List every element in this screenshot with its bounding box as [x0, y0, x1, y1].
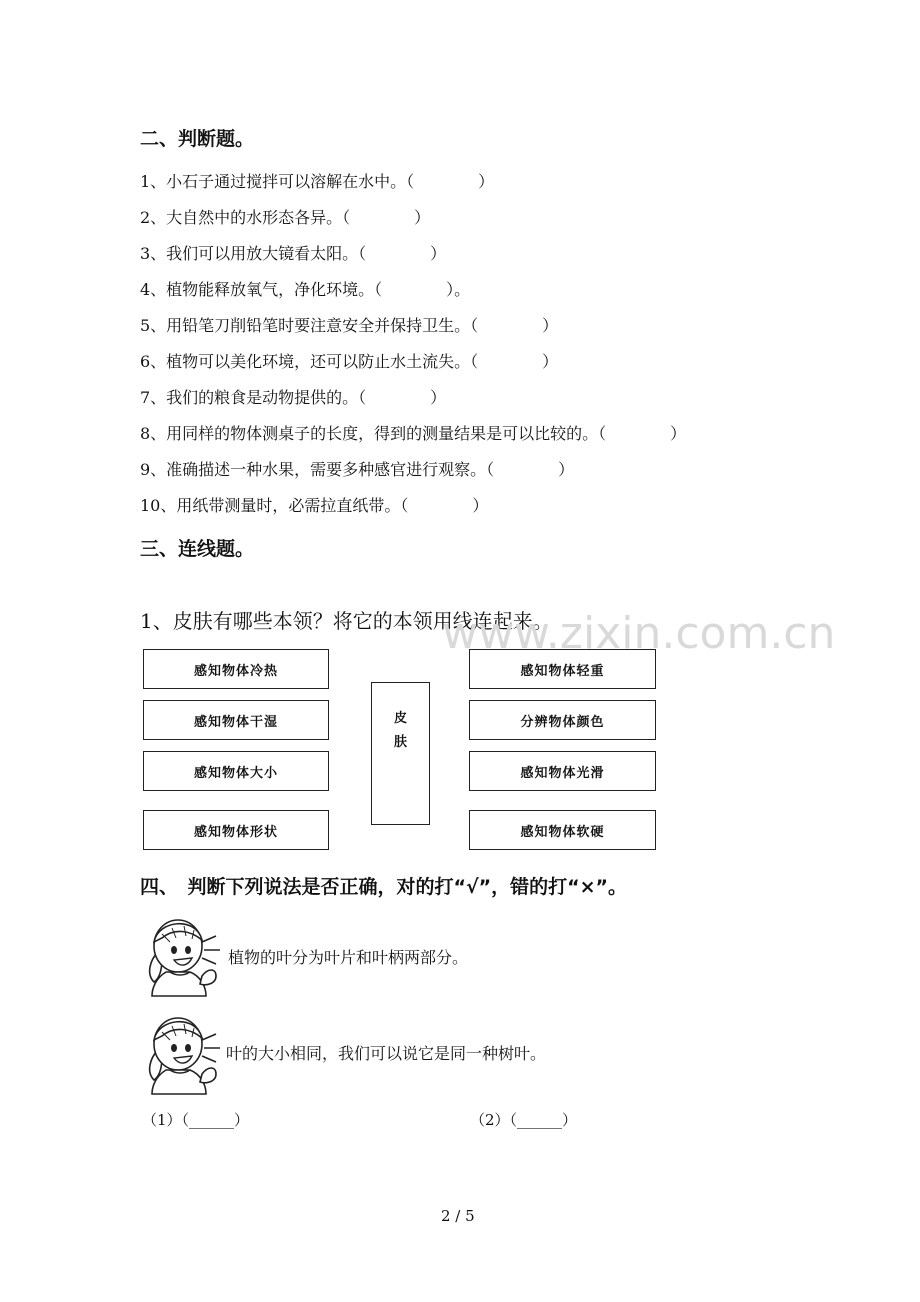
- matching-question: 1、皮肤有哪些本领？将它的本领用线连起来。: [140, 609, 553, 633]
- section3-title: 三、连线题。: [140, 538, 255, 560]
- skin-char-2: 肤: [393, 735, 407, 750]
- left-box-temperature: 感知物体冷热: [143, 649, 329, 689]
- question-6: 6、植物可以美化环境，还可以防止水土流失。（ ）: [140, 352, 559, 371]
- question-2: 2、大自然中的水形态各异。（ ）: [140, 208, 431, 227]
- girl-illustration: [140, 1010, 228, 1095]
- right-box-smoothness: 感知物体光滑: [469, 751, 656, 791]
- left-box-moisture: 感知物体干湿: [143, 700, 329, 740]
- watermark: www.zixin.com.cn: [442, 608, 836, 659]
- question-4: 4、植物能释放氧气，净化环境。（ ）。: [140, 280, 471, 299]
- question-9: 9、准确描述一种水果，需要多种感官进行观察。（ ）: [140, 460, 575, 479]
- left-box-size: 感知物体大小: [143, 751, 329, 791]
- answer-2: （2）（______）: [470, 1111, 578, 1129]
- page-number: 2 / 5: [441, 1207, 475, 1225]
- answer-1: （1）（______）: [142, 1111, 250, 1129]
- question-7: 7、我们的粮食是动物提供的。（ ）: [140, 388, 447, 407]
- statement-2: 叶的大小相同，我们可以说它是同一种树叶。: [226, 1044, 547, 1063]
- question-8: 8、用同样的物体测桌子的长度，得到的测量结果是可以比较的。（ ）: [140, 424, 687, 443]
- girl-illustration: [140, 912, 228, 997]
- skin-box: [371, 682, 430, 825]
- right-box-color: 分辨物体颜色: [469, 700, 656, 740]
- right-box-hardness: 感知物体软硬: [469, 810, 656, 850]
- question-1: 1、小石子通过搅拌可以溶解在水中。（ ）: [140, 172, 495, 191]
- question-5: 5、用铅笔刀削铅笔时要注意安全并保持卫生。（ ）: [140, 316, 559, 335]
- section2-title: 二、判断题。: [140, 128, 255, 150]
- left-box-shape: 感知物体形状: [143, 810, 329, 850]
- statement-1: 植物的叶分为叶片和叶柄两部分。: [228, 948, 469, 967]
- question-10: 10、用纸带测量时，必需拉直纸带。（ ）: [140, 496, 489, 515]
- section4-title: 四、 判断下列说法是否正确，对的打“√”，错的打“×”。: [140, 876, 628, 898]
- question-3: 3、我们可以用放大镜看太阳。（ ）: [140, 244, 447, 263]
- skin-char-1: 皮: [393, 711, 407, 726]
- right-box-weight: 感知物体轻重: [469, 649, 656, 689]
